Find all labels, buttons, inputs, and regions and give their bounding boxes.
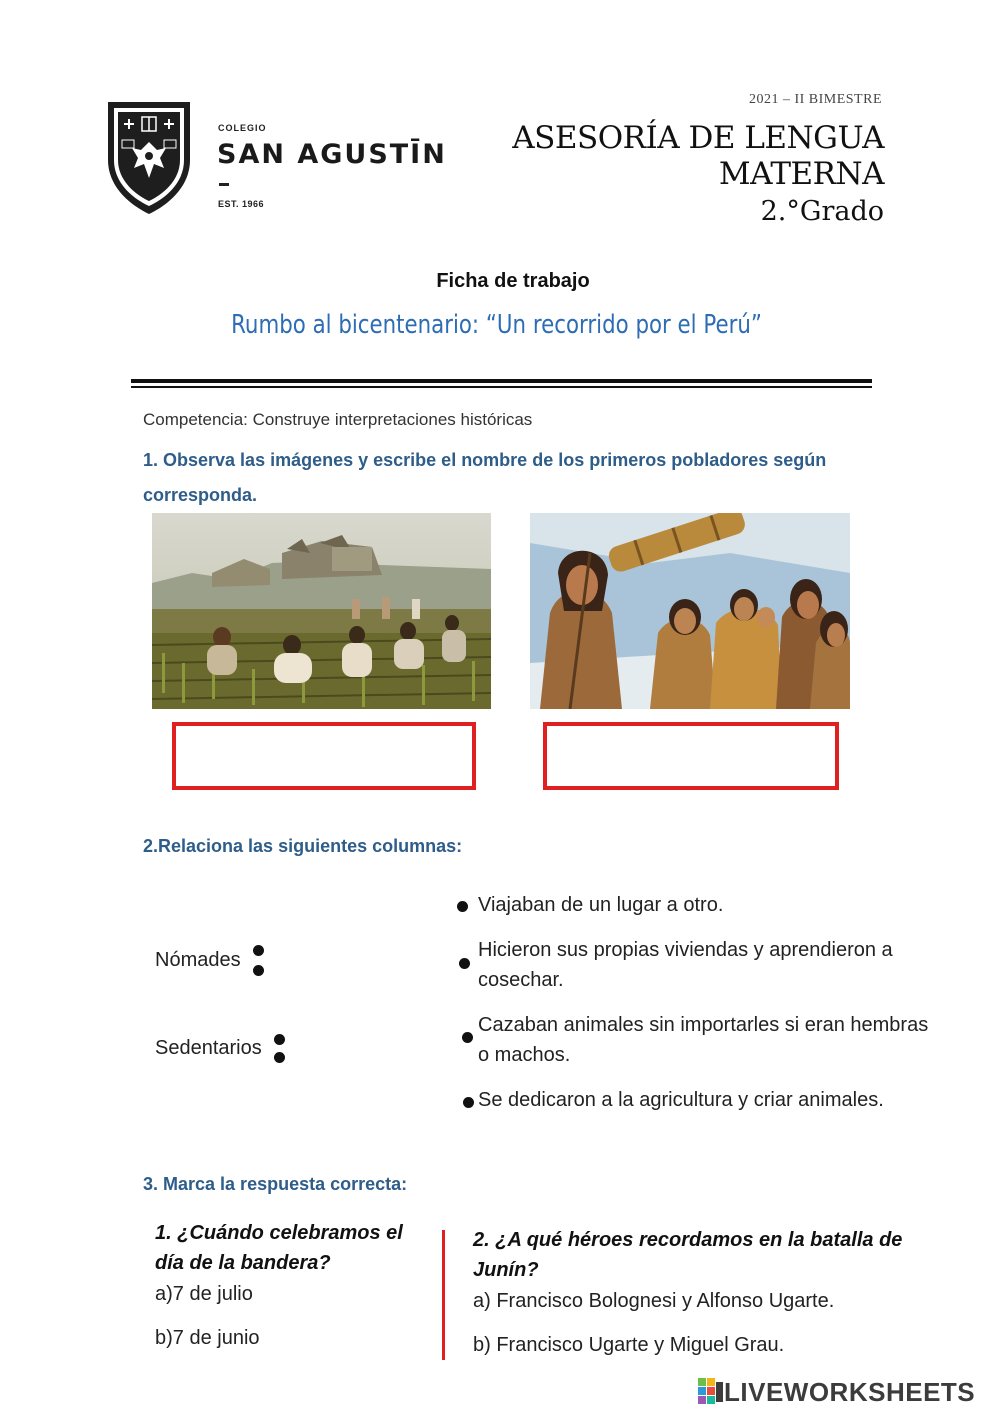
grade-label: 2.°Grado [760, 196, 884, 227]
period-label: 2021 – II BIMESTRE [748, 92, 882, 107]
quiz-question-2: 2. ¿A qué héroes recordamos en la batalla de Junín? [473, 1229, 903, 1281]
quiz-2-option-b[interactable]: b) Francisco Ugarte y Miguel Grau. [473, 1334, 785, 1356]
liveworksheets-brand: LIVEWORKSHEETS [724, 1377, 976, 1407]
page-title: Rumbo al bicentenario: “Un recorrido por el Perú” [231, 310, 762, 340]
competency-text: Competencia: Construye interpretaciones históricas [143, 410, 533, 429]
quiz-1-option-b[interactable]: b)7 de junio [155, 1327, 260, 1349]
quiz-2-option-a[interactable]: a) Francisco Bolognesi y Alfonso Ugarte. [473, 1290, 835, 1312]
nomad-travelers-image [530, 513, 850, 709]
question-3-prompt: 3. Marca la respuesta correcta: [143, 1174, 408, 1194]
sedentary-farming-image [152, 513, 491, 709]
term-nomades: Nómades [155, 949, 241, 971]
match-dot-statement-1[interactable] [457, 901, 468, 912]
statement-4: Se dedicaron a la agricultura y criar animales. [478, 1089, 884, 1111]
worksheet-label: Ficha de trabajo [436, 270, 590, 292]
liveworksheets-logo-icon [698, 1378, 724, 1405]
statement-3: Cazaban animales sin importarles si eran hembras o machos. [478, 1014, 929, 1066]
school-established: EST. 1966 [218, 199, 265, 209]
match-dot-nomades-b[interactable] [253, 965, 264, 976]
title-rule-thick [131, 379, 872, 383]
title-rule-thin [131, 386, 872, 388]
statement-1: Viajaban de un lugar a otro. [478, 894, 724, 916]
match-dot-nomades-a[interactable] [253, 945, 264, 956]
match-dot-sedentarios-b[interactable] [274, 1052, 285, 1063]
subject-title: ASESORÍA DE LENGUA MATERNA [512, 120, 884, 192]
match-dot-statement-3[interactable] [462, 1032, 473, 1043]
quiz-question-1: 1. ¿Cuándo celebramos el día de la bandera? [155, 1222, 403, 1274]
match-dot-sedentarios-a[interactable] [274, 1034, 285, 1045]
term-sedentarios: Sedentarios [155, 1037, 262, 1059]
quiz-1-option-a[interactable]: a)7 de julio [155, 1283, 253, 1305]
school-name: SAN AGUSTĪN [217, 139, 447, 170]
answer-box-image-2[interactable] [543, 722, 839, 790]
question-2-prompt: 2.Relaciona las siguientes columnas: [143, 836, 463, 856]
school-label-small: COLEGIO [218, 123, 267, 133]
question-1-prompt: 1. Observa las imágenes y escribe el nombre de los primeros pobladores según corresponda. [143, 450, 827, 505]
answer-box-image-1[interactable] [172, 722, 476, 790]
column-divider [442, 1230, 445, 1360]
school-crest-icon [104, 98, 194, 216]
match-dot-statement-2[interactable] [459, 958, 470, 969]
match-dot-statement-4[interactable] [463, 1097, 474, 1108]
logo-divider [219, 183, 229, 186]
statement-2: Hicieron sus propias viviendas y aprendieron a cosechar. [478, 939, 893, 991]
